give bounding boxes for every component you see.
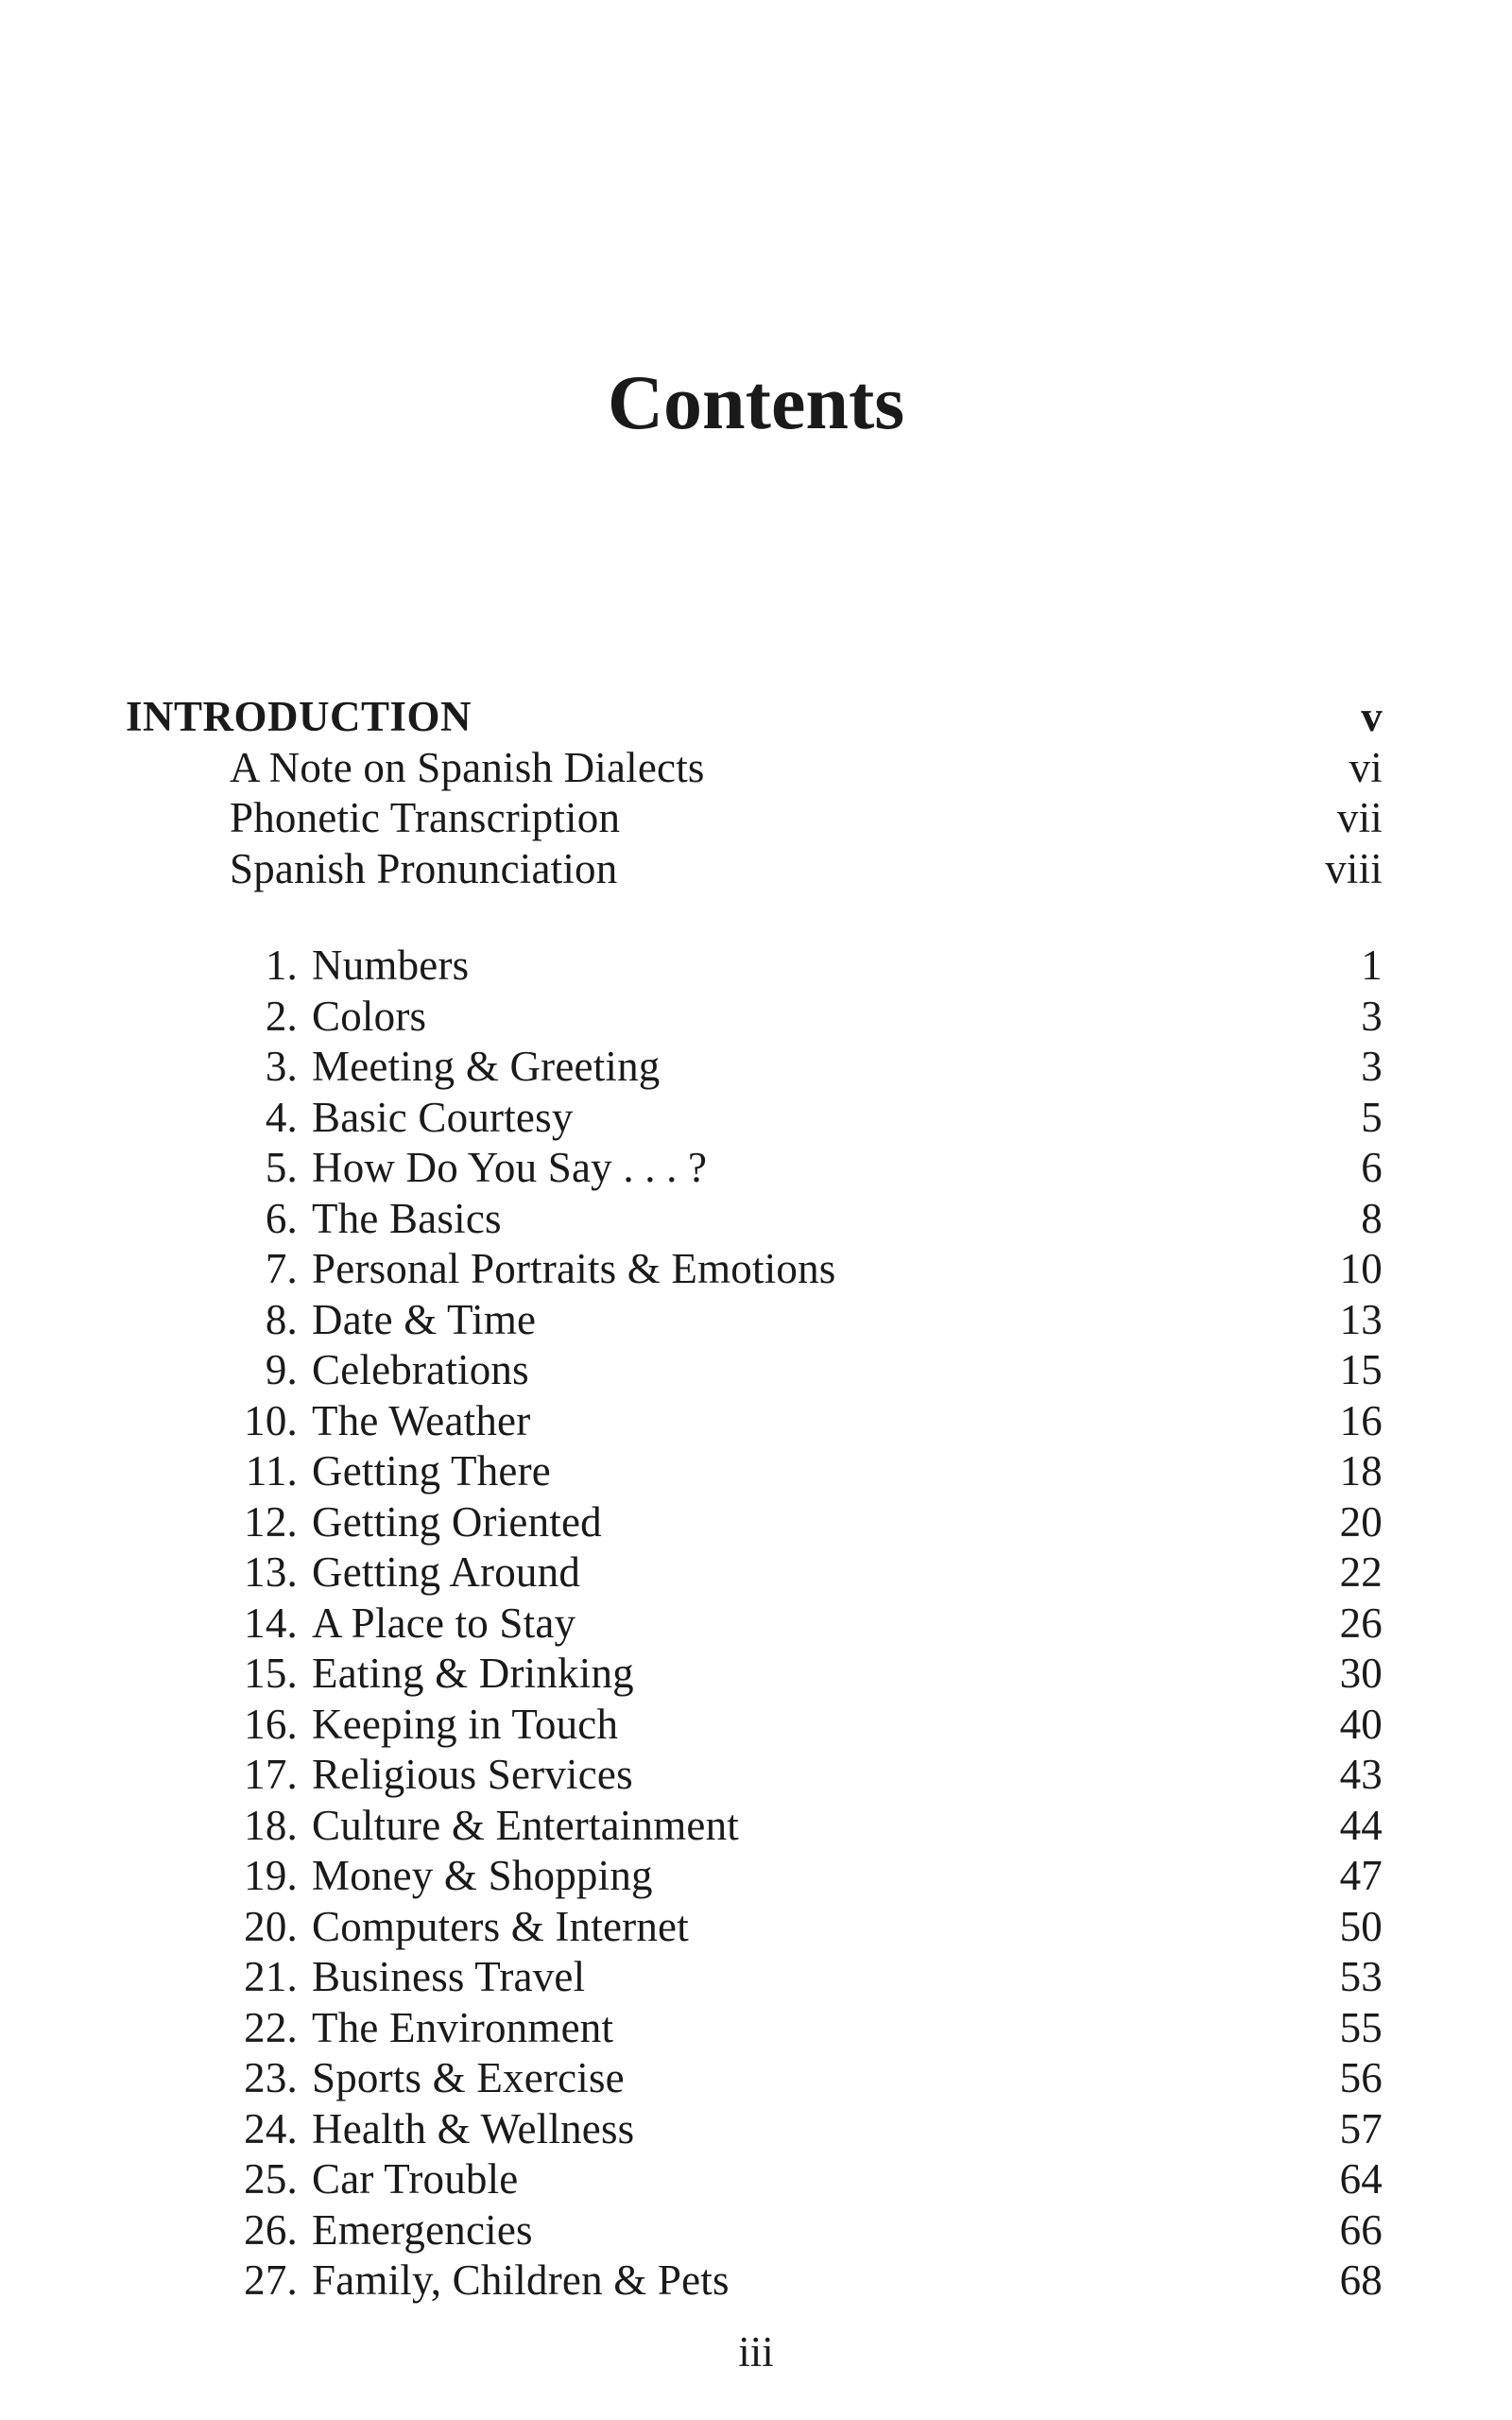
chapter-number: 3. — [265, 1043, 298, 1090]
toc-entry-label — [126, 2154, 518, 2205]
toc-chapter-entry — [126, 2154, 1383, 2205]
toc-chapter-entry — [126, 1851, 1383, 1902]
toc-entry-page-number: viii — [1325, 844, 1383, 892]
toc-entry-page-number: 20 — [1339, 1497, 1383, 1546]
toc-entry-page-number: 5 — [1361, 1093, 1383, 1141]
chapter-title: The Basics — [312, 1194, 502, 1242]
chapter-number: 7. — [265, 1245, 298, 1292]
toc-chapter-entry — [126, 1750, 1383, 1801]
toc-entry-label — [126, 2256, 730, 2307]
toc-entry-page-number: 40 — [1339, 1700, 1383, 1748]
toc-entry-label — [126, 1446, 551, 1497]
toc-chapter-entry — [126, 1547, 1383, 1599]
toc-entry-page-number: 56 — [1339, 2054, 1383, 2101]
introduction-section — [126, 692, 1383, 894]
toc-chapter-entry — [126, 1295, 1383, 1346]
chapter-title: Money & Shopping — [312, 1852, 653, 1899]
chapter-number: 26. — [244, 2205, 298, 2254]
toc-entry-page-number: v — [1361, 693, 1383, 740]
chapter-title: How Do You Say . . . ? — [312, 1144, 708, 1191]
toc-entry-label: A Note on Spanish Dialects — [230, 743, 705, 791]
toc-entry-page-number: 22 — [1339, 1548, 1383, 1596]
toc-entry-label — [126, 1750, 633, 1801]
chapter-number: 21. — [244, 1953, 298, 2000]
toc-entry-page-number: 26 — [1339, 1599, 1383, 1647]
toc-chapter-entry — [126, 941, 1383, 992]
chapter-title: Date & Time — [312, 1295, 537, 1343]
toc-entry-page-number: 55 — [1339, 2003, 1383, 2051]
chapter-number: 5. — [265, 1144, 298, 1191]
toc-chapter-entry — [126, 1902, 1383, 1953]
toc-chapter-entry — [126, 1194, 1383, 1245]
toc-entry-label — [126, 1851, 653, 1902]
chapter-number: 15. — [244, 1650, 298, 1697]
toc-chapter-entry — [126, 1396, 1383, 1447]
chapter-list — [126, 941, 1383, 2307]
chapter-number: 9. — [265, 1346, 298, 1393]
chapter-number: 19. — [244, 1852, 298, 1899]
chapter-number: 17. — [244, 1751, 298, 1798]
toc-entry-page-number: vi — [1349, 743, 1383, 791]
toc-entry-label — [126, 1547, 580, 1599]
page-title: Contents — [607, 359, 905, 445]
toc-entry-label — [126, 1902, 689, 1953]
toc-chapter-entry — [126, 1497, 1383, 1548]
chapter-number: 10. — [244, 1396, 298, 1444]
chapter-number: 20. — [244, 1902, 298, 1950]
chapter-title: Religious Services — [312, 1751, 633, 1798]
chapter-number: 25. — [244, 2155, 298, 2203]
toc-entry-page-number: 8 — [1361, 1194, 1383, 1242]
toc-entry-page-number: 3 — [1361, 1043, 1383, 1090]
toc-entry-label — [126, 1345, 529, 1396]
chapter-title: Culture & Entertainment — [312, 1801, 739, 1849]
toc-entry-page-number: 15 — [1339, 1346, 1383, 1393]
chapter-number: 14. — [244, 1599, 298, 1647]
chapter-title: Family, Children & Pets — [312, 2256, 730, 2304]
toc-entry-page-number: 50 — [1339, 1902, 1383, 1950]
toc-chapter-entry — [126, 2003, 1383, 2054]
toc-entry-label — [126, 2104, 634, 2155]
toc-entry-label — [126, 1244, 836, 1295]
toc-entry-label — [126, 941, 469, 992]
chapter-title: Getting Oriented — [312, 1497, 602, 1546]
toc-entry-page-number: 6 — [1361, 1144, 1383, 1191]
toc-entry-page-number: 66 — [1339, 2205, 1383, 2254]
chapter-number: 24. — [244, 2104, 298, 2152]
toc-intro-entry — [126, 743, 1383, 794]
chapter-title: Getting Around — [312, 1548, 581, 1596]
toc-chapter-entry — [126, 1801, 1383, 1852]
toc-chapter-entry — [126, 1042, 1383, 1093]
toc-entry-page-number: 3 — [1361, 992, 1383, 1040]
chapter-title: Personal Portraits & Emotions — [312, 1245, 836, 1292]
chapter-number: 23. — [244, 2054, 298, 2101]
toc-chapter-entry — [126, 2053, 1383, 2104]
toc-chapter-entry — [126, 1093, 1383, 1144]
toc-entry-page-number: 68 — [1339, 2256, 1383, 2304]
toc-entry-page-number: 47 — [1339, 1852, 1383, 1899]
toc-entry-label — [126, 1801, 739, 1852]
chapter-number: 12. — [244, 1497, 298, 1546]
toc-entry-label — [126, 2053, 625, 2104]
folio — [0, 2327, 1512, 2378]
chapter-title: Emergencies — [312, 2205, 533, 2254]
toc-entry-page-number: 44 — [1339, 1801, 1383, 1849]
toc-entry-page-number: 1 — [1361, 942, 1383, 989]
toc-entry-label — [126, 1143, 707, 1194]
chapter-title: Health & Wellness — [312, 2104, 635, 2152]
toc-entry-label — [126, 1599, 576, 1650]
toc-chapter-entry — [126, 2256, 1383, 2307]
toc-entry-page-number: 64 — [1339, 2155, 1383, 2203]
chapter-number: 6. — [265, 1194, 298, 1242]
toc-entry-label — [126, 1497, 602, 1548]
toc-chapter-entry — [126, 2104, 1383, 2155]
chapter-title: Computers & Internet — [312, 1902, 689, 1950]
toc-entry-label — [126, 1295, 536, 1346]
toc-entry-page-number: 18 — [1339, 1447, 1383, 1495]
toc-entry-page-number: 57 — [1339, 2104, 1383, 2152]
chapter-number: 8. — [265, 1295, 298, 1343]
chapter-title: Basic Courtesy — [312, 1093, 574, 1141]
toc-entry-label — [126, 1396, 530, 1447]
toc-entry-label: INTRODUCTION — [126, 693, 472, 740]
toc-chapter-entry — [126, 1244, 1383, 1295]
chapter-title: Getting There — [312, 1447, 551, 1495]
toc-chapter-entry — [126, 2205, 1383, 2256]
toc-intro-entry — [126, 793, 1383, 844]
chapter-title: Numbers — [312, 942, 470, 989]
toc-entry-label — [126, 1042, 661, 1093]
toc-entry-page-number: 30 — [1339, 1650, 1383, 1697]
chapter-title: Car Trouble — [312, 2155, 519, 2203]
chapter-title: Celebrations — [312, 1346, 529, 1393]
toc-entry-label — [126, 1194, 502, 1245]
toc-chapter-entry — [126, 1143, 1383, 1194]
toc-entry-label — [126, 1700, 618, 1751]
chapter-title: Sports & Exercise — [312, 2054, 625, 2101]
chapter-title: Keeping in Touch — [312, 1700, 619, 1748]
toc-entry-page-number: vii — [1336, 794, 1383, 841]
toc-entry-label: Spanish Pronunciation — [230, 844, 618, 892]
chapter-title: A Place to Stay — [312, 1599, 576, 1647]
chapter-title: Colors — [312, 992, 427, 1040]
toc-chapter-entry — [126, 1599, 1383, 1650]
toc-chapter-entry — [126, 992, 1383, 1043]
chapter-title: Eating & Drinking — [312, 1650, 634, 1697]
chapter-title: The Environment — [312, 2003, 614, 2051]
chapter-number: 18. — [244, 1801, 298, 1849]
chapter-title: Meeting & Greeting — [312, 1043, 661, 1090]
chapter-number: 11. — [245, 1447, 298, 1495]
toc-entry-label: Phonetic Transcription — [230, 794, 621, 841]
toc-chapter-entry — [126, 1649, 1383, 1700]
toc-entry-label — [126, 992, 426, 1043]
chapter-number: 4. — [265, 1093, 298, 1141]
chapter-number: 22. — [244, 2003, 298, 2051]
chapter-number: 1. — [265, 942, 298, 989]
toc-entry-page-number: 16 — [1339, 1396, 1383, 1444]
toc-chapter-entry — [126, 1446, 1383, 1497]
toc-chapter-entry — [126, 1345, 1383, 1396]
toc-entry-page-number: 10 — [1339, 1245, 1383, 1292]
toc-entry-label — [126, 2205, 533, 2256]
toc-intro-entry — [126, 692, 1383, 743]
chapter-title: Business Travel — [312, 1953, 586, 2000]
toc-entry-label — [126, 2003, 613, 2054]
toc-chapter-entry — [126, 1700, 1383, 1751]
toc-chapter-entry — [126, 1952, 1383, 2003]
toc-entry-label — [126, 1952, 585, 2003]
toc-entry-page-number: 53 — [1339, 1953, 1383, 2000]
chapter-number: 27. — [244, 2256, 298, 2304]
toc-entry-label — [126, 1093, 574, 1144]
chapter-number: 2. — [265, 992, 298, 1040]
toc-entry-page-number: 43 — [1339, 1751, 1383, 1798]
chapter-number: 13. — [244, 1548, 298, 1596]
toc-intro-entry — [126, 844, 1383, 895]
chapter-title: The Weather — [312, 1396, 531, 1444]
chapter-number: 16. — [244, 1700, 298, 1748]
toc-entry-page-number: 13 — [1339, 1295, 1383, 1343]
toc-entry-label — [126, 1649, 634, 1700]
page-number: iii — [738, 2328, 774, 2376]
